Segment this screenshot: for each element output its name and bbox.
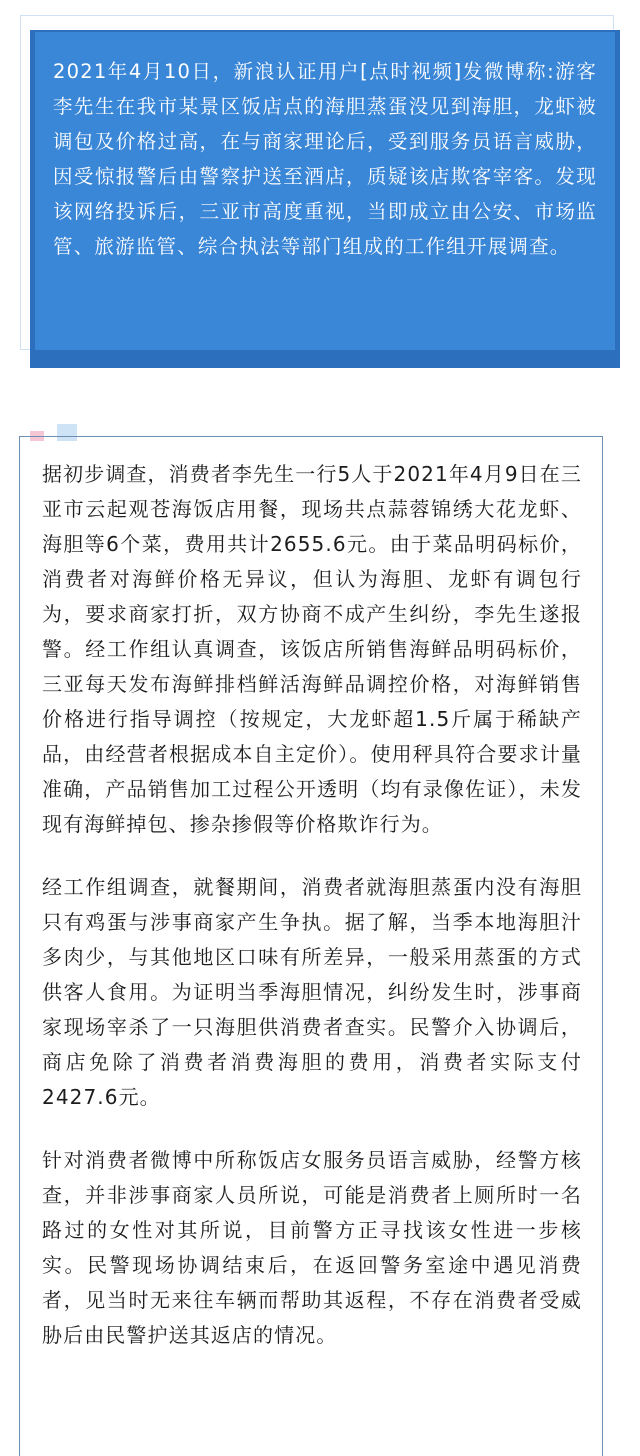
- intro-callout-box: [35, 32, 615, 350]
- paragraph-sea-urchin-dispute: 经工作组调查，就餐期间，消费者就海胆蒸蛋内没有海胆只有鸡蛋与涉事商家产生争执。据了解，当季本地海胆汁多肉少，与其他地区口味有所差异，一般采用蒸蛋的方式供客人食用。为证明当季海胆情况，纠纷发生时，涉事商家现场宰杀了一只海胆供消费者查实。民警介入协调后，商店免除了消费者消费海胆的费用，消费者实际支付2427.6元。: [42, 875, 582, 1109]
- intro-callout-text: 2021年4月10日，新浪认证用户[点时视频]发微博称:游客李先生在我市某景区饭店点的海胆蒸蛋没见到海胆，龙虾被调包及价格过高，在与商家理论后，受到服务员语言威胁，因受惊报警后由警察护送至酒店，质疑该店欺客宰客。发现该网络投诉后，三亚市高度重视，当即成立由公安、市场监管、旅游监管、综合执法等部门组成的工作组开展调查。: [53, 60, 597, 258]
- investigation-text-panel: [19, 436, 603, 1456]
- paragraph-initial-investigation: 据初步调查，消费者李先生一行5人于2021年4月9日在三亚市云起观苍海饭店用餐，现场共点蒜蓉锦绣大花龙虾、海胆等6个菜，费用共计2655.6元。由于菜品明码标价，消费者对海鲜价格无异议，但认为海胆、龙虾有调包行为，要求商家打折，双方协商不成产生纠纷，李先生遂报警。经工作组认真调查，该饭店所销售海鲜品明码标价，三亚每天发布海鲜排档鲜活海鲜品调控价格，对海鲜销售价格进行指导调控（按规定，大龙虾超1.5斤属于稀缺产品，由经营者根据成本自主定价）。使用秤具符合要求计量准确，产品销售加工过程公开透明（均有录像佐证），未发现有海鲜掉包、掺杂掺假等价格欺诈行为。: [42, 462, 582, 836]
- paragraph-threat-verification: 针对消费者微博中所称饭店女服务员语言威胁，经警方核查，并非涉事商家人员所说，可能是消费者上厕所时一名路过的女性对其所说，目前警方正寻找该女性进一步核实。民警现场协调结束后，在返回警务室途中遇见消费者，见当时无来往车辆而帮助其返程，不存在消费者受威胁后由民警护送其返店的情况。: [42, 1148, 582, 1347]
